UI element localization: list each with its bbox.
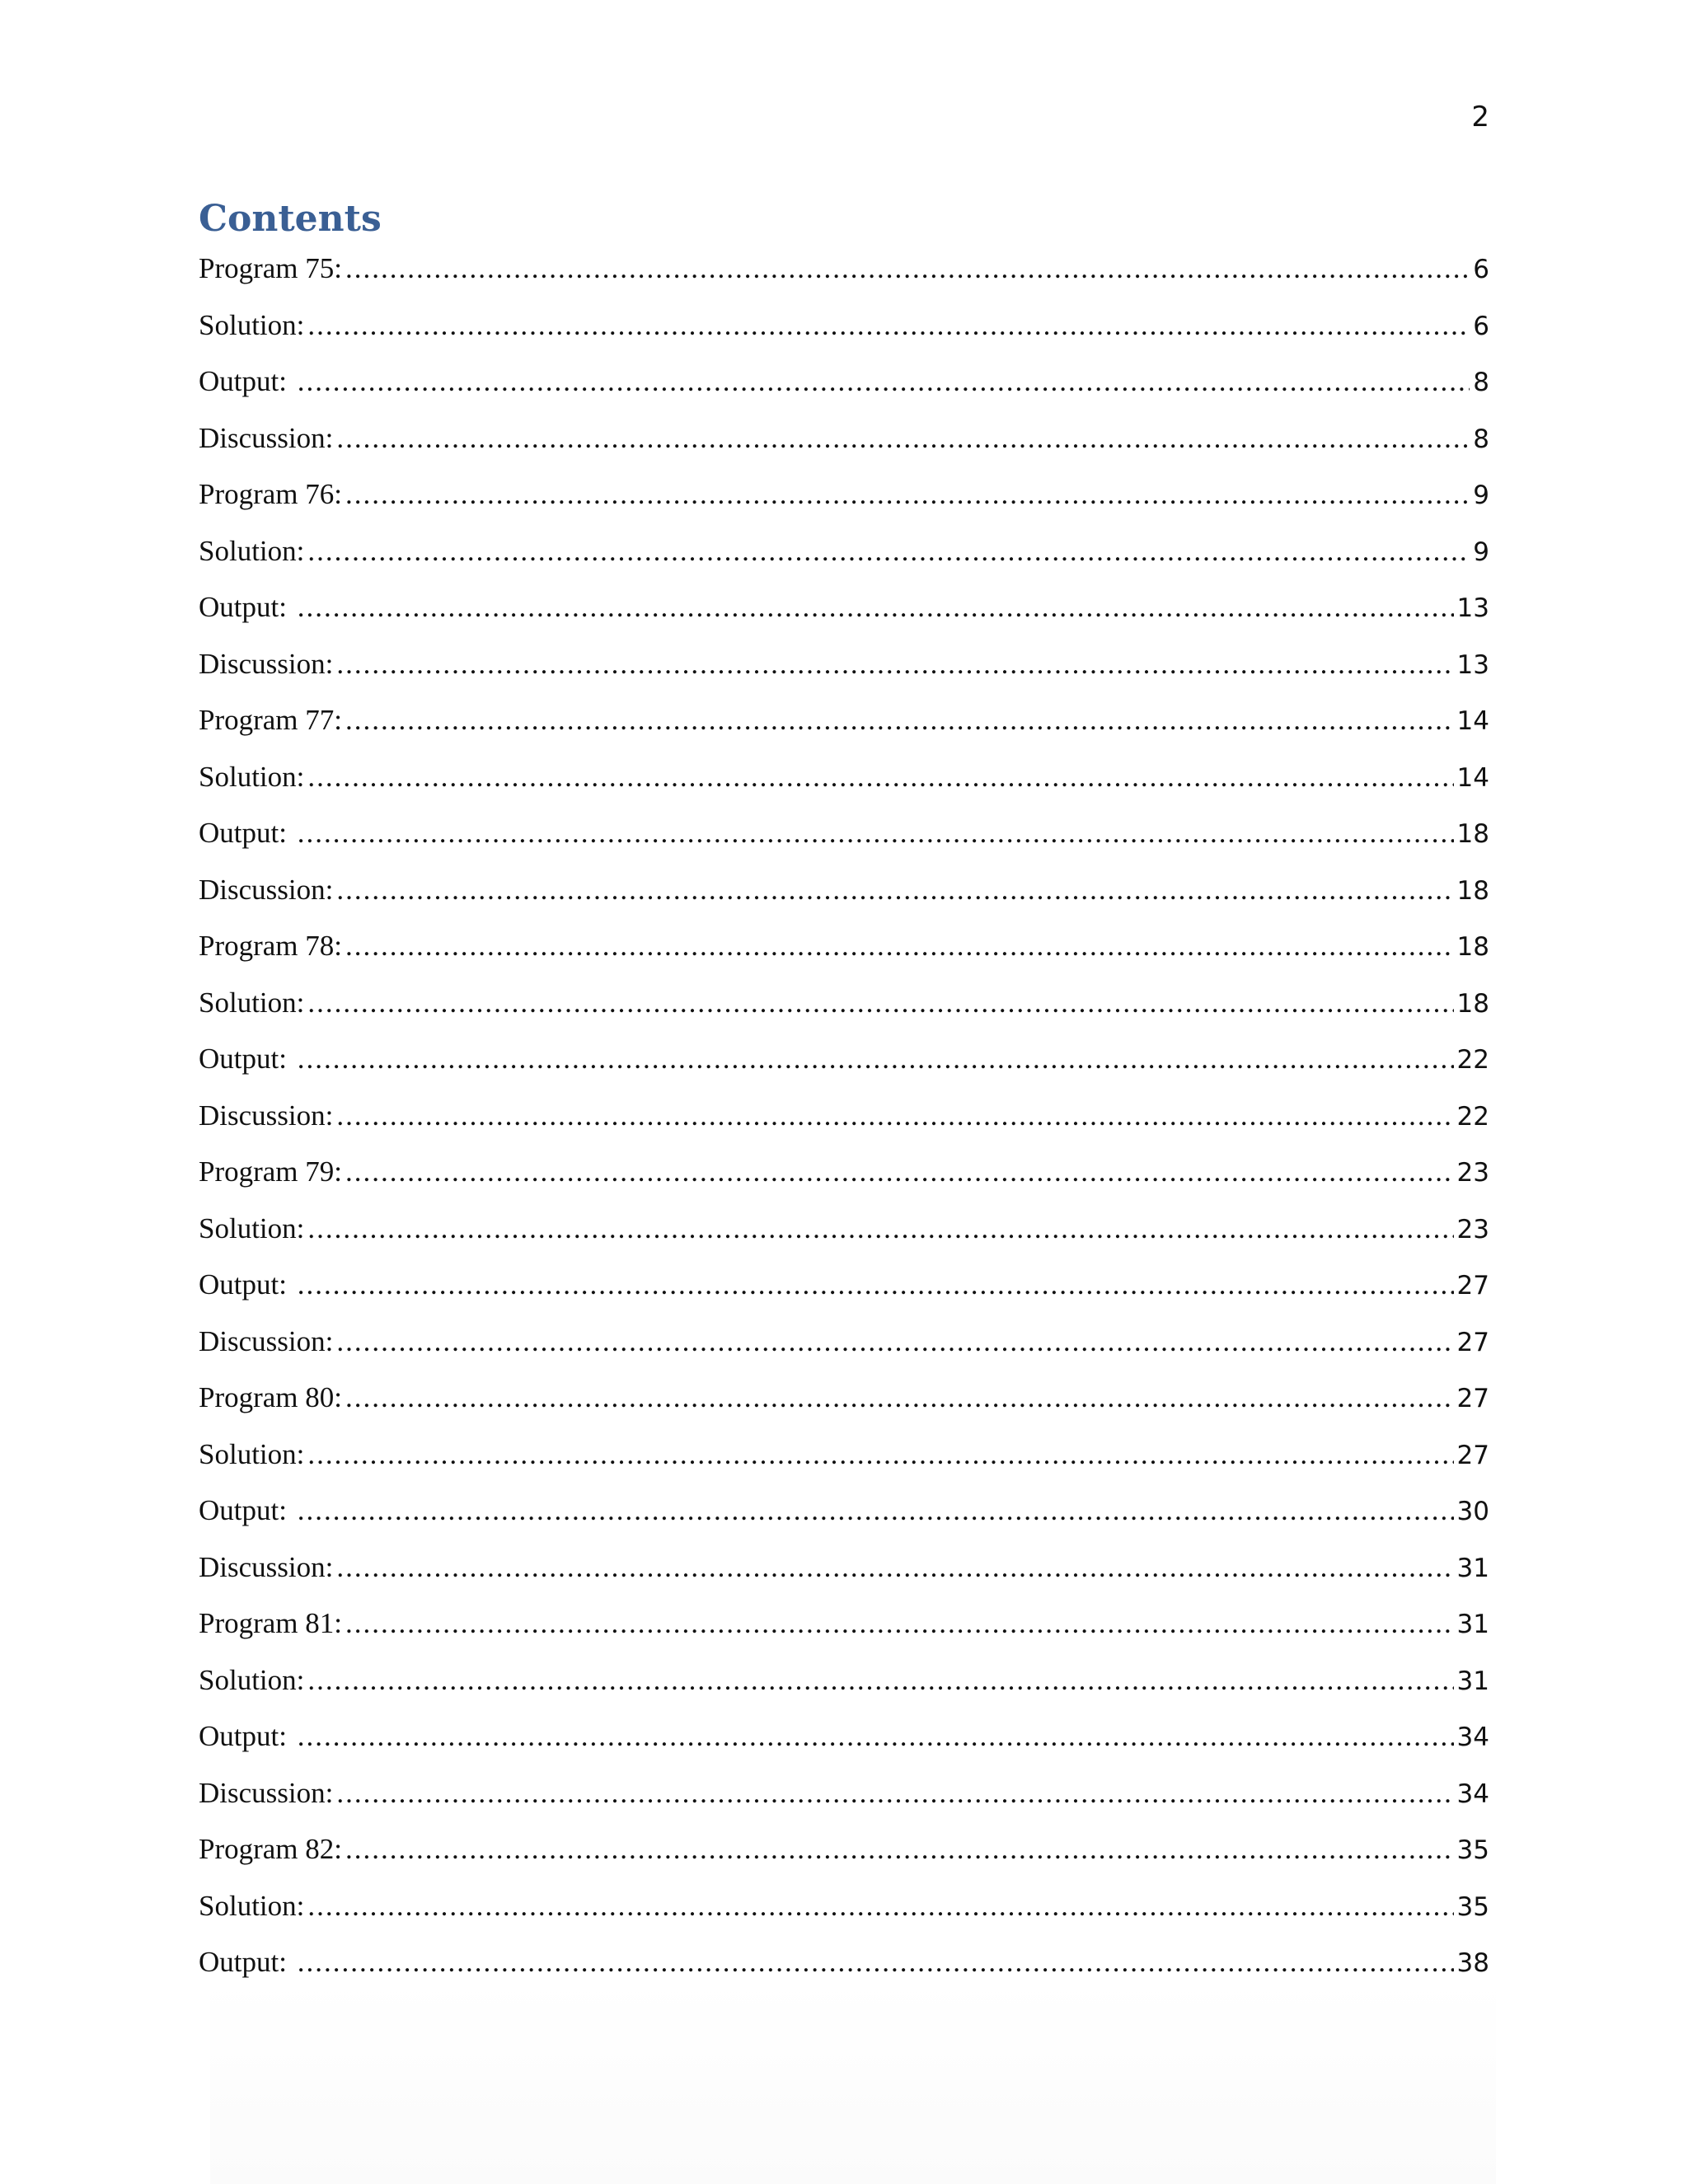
toc-dot-leader <box>345 1604 1454 1643</box>
toc-dot-leader <box>298 362 1470 401</box>
toc-dot-leader <box>307 757 1453 797</box>
toc-dot-leader <box>307 1435 1453 1474</box>
toc-entry[interactable] <box>199 588 1489 644</box>
toc-entry-label: Output: <box>199 591 294 623</box>
toc-entry-page-number: 34 <box>1456 1779 1489 1809</box>
toc-dot-leader <box>298 813 1454 853</box>
toc-entry-page-number: 31 <box>1456 1610 1489 1639</box>
toc-entry-label: Program 79: <box>199 1155 343 1188</box>
toc-entry[interactable] <box>199 1209 1489 1266</box>
toc-entry-label: Output: <box>199 1043 294 1075</box>
toc-entry[interactable] <box>199 1774 1489 1830</box>
toc-dot-leader <box>298 1491 1454 1530</box>
toc-entry[interactable] <box>199 1265 1489 1322</box>
toc-entry-label: Output: <box>199 365 294 397</box>
toc-dot-leader <box>307 532 1470 571</box>
toc-dot-leader <box>298 1265 1454 1305</box>
toc-entry-page-number: 23 <box>1456 1214 1489 1244</box>
toc-entry[interactable] <box>199 306 1489 363</box>
toc-entry-page-number: 18 <box>1456 819 1489 849</box>
toc-entry-page-number: 18 <box>1456 875 1489 906</box>
toc-entry-page-number: 6 <box>1473 255 1489 284</box>
toc-entry-label: Discussion: <box>199 1099 334 1132</box>
toc-entry[interactable] <box>199 701 1489 757</box>
toc-dot-leader <box>336 870 1453 910</box>
toc-entry-label: Discussion: <box>199 647 334 680</box>
toc-entry-page-number: 18 <box>1456 932 1489 962</box>
toc-entry[interactable] <box>199 1661 1489 1718</box>
toc-dot-leader <box>336 419 1470 458</box>
toc-dot-leader <box>336 1322 1453 1361</box>
toc-entry-label: Solution: <box>199 1889 305 1922</box>
toc-entry[interactable] <box>199 757 1489 814</box>
toc-entry[interactable] <box>199 1491 1489 1548</box>
toc-entry[interactable] <box>199 1152 1489 1209</box>
toc-dot-leader <box>345 1830 1454 1869</box>
toc-entry-page-number: 22 <box>1456 1045 1489 1075</box>
toc-entry-page-number: 30 <box>1456 1497 1489 1526</box>
toc-entry-page-number: 23 <box>1456 1158 1489 1188</box>
toc-entry-page-number: 35 <box>1456 1835 1489 1865</box>
toc-entry-page-number: 35 <box>1456 1891 1489 1922</box>
toc-entry[interactable] <box>199 532 1489 588</box>
toc-entry[interactable] <box>199 1378 1489 1435</box>
toc-entry-page-number: 13 <box>1456 593 1489 623</box>
table-of-contents <box>199 249 1489 1999</box>
toc-entry-label: Solution: <box>199 308 305 341</box>
toc-entry-label: Program 78: <box>199 930 343 962</box>
toc-dot-leader <box>307 1209 1453 1249</box>
toc-entry-page-number: 22 <box>1456 1101 1489 1132</box>
toc-dot-leader <box>298 588 1454 627</box>
toc-entry[interactable] <box>199 926 1489 983</box>
toc-dot-leader <box>336 1548 1453 1587</box>
toc-entry[interactable] <box>199 1830 1489 1886</box>
toc-entry-page-number: 27 <box>1456 1327 1489 1357</box>
toc-entry-page-number: 9 <box>1473 480 1489 510</box>
toc-entry-label: Program 77: <box>199 704 343 736</box>
toc-entry-label: Program 80: <box>199 1381 343 1413</box>
toc-entry-page-number: 14 <box>1456 762 1489 793</box>
toc-entry-label: Output: <box>199 1720 294 1752</box>
toc-dot-leader <box>307 983 1453 1023</box>
toc-entry[interactable] <box>199 1435 1489 1492</box>
toc-dot-leader <box>307 1661 1453 1700</box>
toc-title: Contents <box>199 198 382 240</box>
toc-entry-label: Discussion: <box>199 1776 334 1809</box>
toc-dot-leader <box>345 249 1470 288</box>
toc-entry[interactable] <box>199 813 1489 870</box>
toc-entry-page-number: 8 <box>1473 368 1489 397</box>
toc-entry-page-number: 6 <box>1473 311 1489 341</box>
toc-dot-leader <box>345 926 1454 966</box>
toc-entry-page-number: 34 <box>1456 1722 1489 1752</box>
toc-entry[interactable] <box>199 475 1489 532</box>
toc-entry[interactable] <box>199 1717 1489 1774</box>
toc-entry-page-number: 31 <box>1456 1666 1489 1696</box>
toc-entry-label: Solution: <box>199 1212 305 1244</box>
toc-entry-label: Discussion: <box>199 1324 334 1357</box>
toc-entry-label: Solution: <box>199 1663 305 1696</box>
toc-dot-leader <box>345 1152 1454 1192</box>
toc-entry[interactable] <box>199 1886 1489 1943</box>
toc-dot-leader <box>298 1039 1454 1079</box>
toc-entry[interactable] <box>199 419 1489 476</box>
toc-entry-label: Program 82: <box>199 1833 343 1865</box>
toc-entry-label: Solution: <box>199 986 305 1019</box>
toc-entry-label: Output: <box>199 1268 294 1301</box>
toc-entry-label: Discussion: <box>199 421 334 454</box>
toc-entry-label: Output: <box>199 817 294 849</box>
page-bottom-area <box>210 1978 1496 2184</box>
toc-dot-leader <box>336 1096 1453 1136</box>
toc-entry[interactable] <box>199 1604 1489 1661</box>
toc-dot-leader <box>298 1943 1454 1982</box>
toc-entry-page-number: 18 <box>1456 988 1489 1019</box>
toc-entry-page-number: 13 <box>1456 649 1489 680</box>
toc-entry[interactable] <box>199 362 1489 419</box>
toc-dot-leader <box>345 701 1454 740</box>
toc-entry-page-number: 31 <box>1456 1553 1489 1583</box>
toc-entry-page-number: 27 <box>1456 1440 1489 1470</box>
toc-entry[interactable] <box>199 983 1489 1040</box>
toc-entry-page-number: 27 <box>1456 1271 1489 1301</box>
toc-entry-page-number: 38 <box>1456 1948 1489 1978</box>
toc-entry[interactable] <box>199 1322 1489 1379</box>
toc-entry[interactable] <box>199 644 1489 701</box>
toc-entry-label: Program 81: <box>199 1607 343 1639</box>
toc-entry[interactable] <box>199 1096 1489 1153</box>
toc-dot-leader <box>345 1378 1454 1418</box>
toc-entry-page-number: 8 <box>1473 424 1489 454</box>
toc-entry-label: Solution: <box>199 534 305 567</box>
toc-entry-label: Solution: <box>199 1437 305 1470</box>
toc-entry-label: Output: <box>199 1494 294 1526</box>
toc-dot-leader <box>298 1717 1454 1756</box>
toc-entry[interactable] <box>199 249 1489 306</box>
toc-entry-label: Discussion: <box>199 873 334 906</box>
toc-entry[interactable] <box>199 870 1489 927</box>
toc-entry[interactable] <box>199 1548 1489 1605</box>
toc-entry-label: Program 75: <box>199 252 343 284</box>
toc-dot-leader <box>345 475 1470 514</box>
toc-entry-label: Output: <box>199 1946 294 1978</box>
toc-entry-label: Program 76: <box>199 478 343 510</box>
toc-dot-leader <box>307 1886 1453 1926</box>
toc-entry-page-number: 9 <box>1473 537 1489 567</box>
toc-dot-leader <box>336 1774 1453 1813</box>
toc-entry-label: Solution: <box>199 760 305 793</box>
toc-entry[interactable] <box>199 1039 1489 1096</box>
toc-entry-label: Discussion: <box>199 1550 334 1583</box>
toc-dot-leader <box>336 644 1453 684</box>
toc-entry-page-number: 27 <box>1456 1384 1489 1413</box>
toc-entry-page-number: 14 <box>1456 706 1489 736</box>
toc-dot-leader <box>307 306 1470 345</box>
page-number: 2 <box>1471 101 1489 134</box>
